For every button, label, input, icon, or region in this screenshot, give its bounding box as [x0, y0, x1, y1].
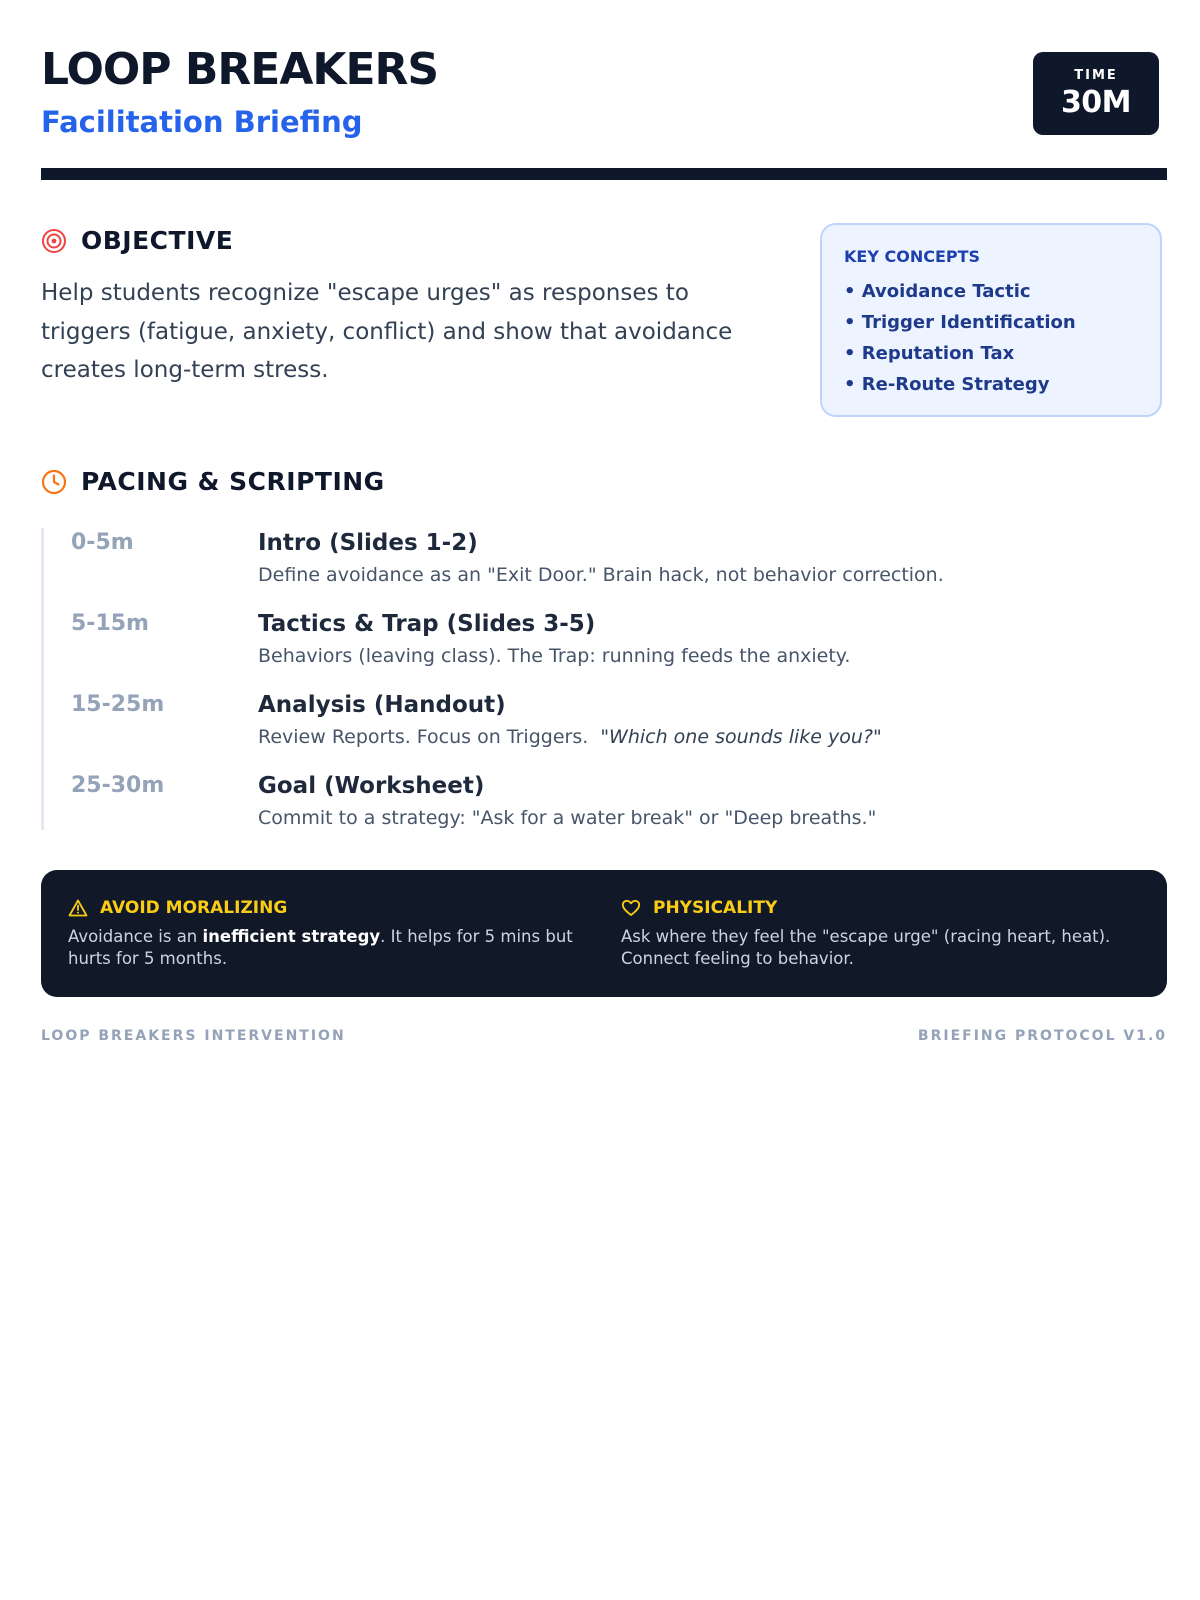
row-title: Goal (Worksheet) — [258, 773, 485, 799]
row-time: 5-15m — [71, 611, 149, 636]
pacing-heading — [41, 467, 385, 496]
row-quote: "Which one sounds like you?" — [600, 726, 882, 748]
timeline-row — [44, 528, 1164, 600]
row-description-text: Review Reports. Focus on Triggers. — [258, 726, 589, 748]
tip-avoid-moralizing — [68, 898, 588, 970]
page-title: LOOP BREAKERS — [41, 44, 439, 95]
objective-text: Help students recognize "escape urges" as responses to triggers (fatigue, anxiety, conflict) and show that avoidance creates long-term stress. — [41, 280, 733, 383]
footer-left: LOOP BREAKERS INTERVENTION — [41, 1028, 346, 1044]
tip-text-after: . It helps for 5 mins but hurts for 5 months. — [68, 927, 573, 968]
heart-icon — [621, 898, 641, 918]
row-description-text: Define avoidance as an "Exit Door." Brain hack, not behavior correction. — [258, 564, 944, 586]
tips-callout — [41, 870, 1167, 997]
tip-text: Ask where they feel the "escape urge" (racing heart, heat). Connect feeling to behavior. — [621, 927, 1111, 968]
key-concepts-title: KEY CONCEPTS — [844, 247, 981, 266]
row-time: 0-5m — [71, 530, 134, 555]
key-concepts-box — [820, 223, 1162, 417]
row-description-text: Commit to a strategy: "Ask for a water break" or "Deep breaths." — [258, 807, 877, 829]
tip-physicality — [621, 898, 1141, 970]
key-concept-item: • Avoidance Tactic — [844, 281, 1031, 302]
page-header — [41, 42, 1159, 142]
row-title: Analysis (Handout) — [258, 692, 506, 718]
row-description — [258, 726, 882, 748]
page-subtitle: Facilitation Briefing — [41, 105, 363, 139]
key-concept-item: • Reputation Tax — [844, 343, 1015, 364]
key-concept-item: • Re-Route Strategy — [844, 374, 1050, 395]
row-description-text: Behaviors (leaving class). The Trap: running feeds the anxiety. — [258, 645, 851, 667]
tip-text-before: Avoidance is an — [68, 927, 203, 946]
pacing-heading-label: PACING & SCRIPTING — [81, 467, 385, 496]
tip-heading — [621, 898, 1141, 918]
warning-icon — [68, 898, 88, 918]
target-icon — [41, 228, 67, 254]
clock-icon — [41, 469, 67, 495]
time-badge — [1033, 52, 1159, 135]
time-label: TIME — [1074, 68, 1118, 83]
row-description — [258, 645, 850, 667]
pacing-timeline — [41, 528, 1170, 830]
timeline-row — [44, 690, 1164, 762]
objective-heading — [41, 226, 233, 255]
row-title: Tactics & Trap (Slides 3-5) — [258, 611, 596, 637]
header-divider — [41, 168, 1167, 180]
tip-text-bold: inefficient strategy — [202, 927, 381, 946]
timeline-row — [44, 609, 1164, 681]
time-value: 30M — [1060, 85, 1132, 120]
row-title: Intro (Slides 1-2) — [258, 530, 478, 556]
row-time: 15-25m — [71, 692, 165, 717]
row-description — [258, 807, 876, 829]
tip-text — [68, 926, 588, 970]
row-time: 25-30m — [71, 773, 165, 798]
objective-heading-label: OBJECTIVE — [81, 226, 234, 255]
row-description — [258, 564, 944, 586]
tip-heading-label: AVOID MORALIZING — [100, 898, 288, 918]
timeline-row — [44, 771, 1164, 843]
key-concept-item: • Trigger Identification — [844, 312, 1076, 333]
footer-right: BRIEFING PROTOCOL V1.0 — [917, 1028, 1167, 1044]
tip-heading-label: PHYSICALITY — [653, 898, 778, 918]
tip-heading — [68, 898, 588, 918]
